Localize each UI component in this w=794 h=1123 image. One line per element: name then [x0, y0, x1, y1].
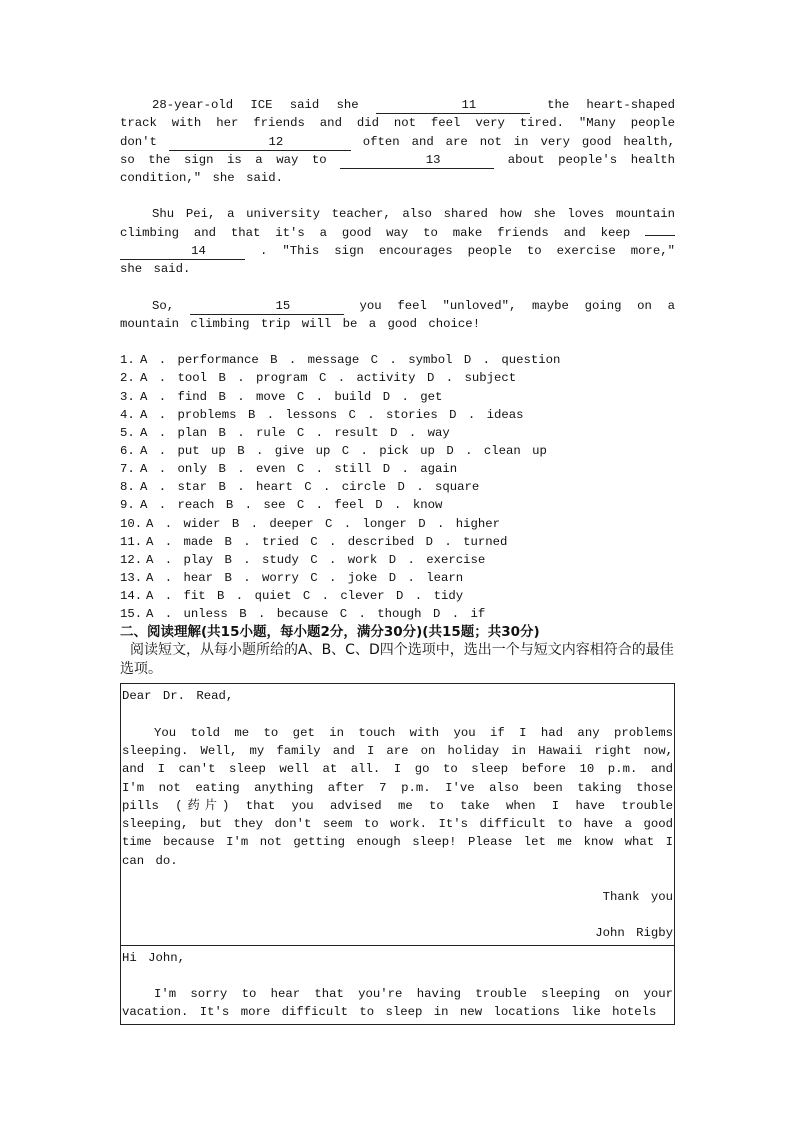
option-c	[328, 605, 421, 623]
option-text: lessons	[285, 407, 338, 422]
option-letter: B .	[207, 425, 256, 440]
letter-body: I'm sorry to hear that you're having trouble sleeping on your vacation. It's more difficult to sleep in new locations like hotels	[122, 986, 673, 1020]
option-d	[377, 569, 463, 587]
option-letter: D .	[415, 371, 465, 386]
option-letter: A .	[140, 407, 178, 422]
option-letter: A .	[146, 552, 184, 567]
option-c	[293, 478, 386, 496]
option-c	[299, 533, 414, 551]
option-row	[120, 424, 675, 442]
option-letter: C .	[330, 443, 380, 458]
option-text: quiet	[254, 589, 292, 604]
option-letter: A .	[140, 498, 178, 513]
option-letter: C .	[298, 534, 348, 549]
option-a	[140, 406, 237, 424]
option-b	[214, 496, 285, 514]
option-text: problems	[177, 407, 237, 422]
answer-blank-11: 11	[376, 98, 530, 114]
option-d	[414, 533, 507, 551]
option-letter: B .	[213, 570, 262, 585]
option-letter: A .	[140, 443, 178, 458]
answer-blank-13: 13	[340, 153, 494, 169]
option-text: again	[420, 462, 458, 477]
option-letter: B .	[205, 589, 255, 604]
option-row	[120, 569, 675, 587]
option-a	[146, 515, 220, 533]
option-text: tried	[261, 534, 299, 549]
option-text: reach	[177, 498, 215, 513]
option-a	[146, 605, 228, 623]
option-text: clever	[340, 589, 385, 604]
option-letter: D .	[377, 552, 427, 567]
option-letter: B .	[213, 552, 262, 567]
option-number: 1.	[120, 353, 135, 368]
option-number: 12.	[120, 552, 143, 567]
cloze-text: you feel "unloved", maybe going on a mountain climbing trip will be a good choice!	[120, 298, 675, 331]
cloze-text: 28-year-old ICE said she	[152, 98, 359, 112]
option-text: worry	[261, 570, 299, 585]
option-number: 2.	[120, 371, 135, 386]
option-letter: A .	[146, 516, 184, 531]
option-letter: C .	[285, 389, 335, 404]
option-letter: D .	[377, 570, 427, 585]
option-letter: D .	[371, 389, 421, 404]
option-text: build	[334, 389, 372, 404]
option-text: joke	[347, 570, 378, 585]
option-d	[407, 515, 500, 533]
option-d	[452, 351, 560, 369]
option-text: tool	[177, 371, 208, 386]
option-letter: B .	[207, 480, 256, 495]
option-b	[206, 587, 292, 605]
option-d	[385, 587, 463, 605]
option-letter: B .	[207, 462, 256, 477]
option-b	[207, 388, 285, 406]
option-number: 4.	[120, 407, 135, 422]
option-d	[379, 424, 450, 442]
option-text: because	[276, 607, 329, 622]
option-row	[120, 369, 675, 387]
option-letter: B .	[227, 607, 277, 622]
option-text: see	[263, 498, 286, 513]
answer-blank-14: 14	[120, 244, 245, 260]
option-number: 8.	[120, 480, 135, 495]
option-text: tidy	[433, 589, 464, 604]
option-letter: C .	[313, 516, 363, 531]
option-number: 15.	[120, 607, 143, 622]
option-c	[299, 569, 377, 587]
options-list	[120, 351, 675, 623]
option-text: deeper	[269, 516, 314, 531]
option-row	[120, 496, 675, 514]
option-row	[120, 515, 675, 533]
letter-greeting: Hi John,	[122, 950, 186, 965]
option-b	[213, 551, 299, 569]
option-text: even	[255, 462, 286, 477]
option-letter: C .	[298, 552, 348, 567]
option-letter: C .	[328, 607, 378, 622]
letter-greeting: Dear Dr. Read,	[122, 689, 234, 704]
option-c	[299, 551, 377, 569]
option-a	[140, 351, 259, 369]
option-d	[371, 388, 442, 406]
option-text: star	[177, 480, 208, 495]
option-d	[386, 478, 479, 496]
option-text: rule	[255, 425, 286, 440]
option-text: longer	[362, 516, 407, 531]
option-d	[435, 442, 547, 460]
option-a	[140, 442, 226, 460]
option-letter: D .	[371, 462, 421, 477]
option-letter: A .	[140, 425, 178, 440]
option-text: made	[183, 534, 214, 549]
option-b	[220, 515, 313, 533]
option-text: put up	[177, 443, 226, 458]
option-a	[140, 496, 214, 514]
option-c	[285, 496, 363, 514]
option-letter: B .	[220, 516, 270, 531]
option-text: find	[177, 389, 208, 404]
cloze-text: . "This sign encourages people to exercise more," she said.	[120, 244, 675, 277]
option-row	[120, 551, 675, 569]
option-a	[146, 533, 213, 551]
option-text: fit	[183, 589, 206, 604]
option-row	[120, 533, 675, 551]
option-c	[286, 424, 379, 442]
option-b	[259, 351, 360, 369]
option-text: subject	[464, 371, 517, 386]
option-text: activity	[356, 371, 416, 386]
option-letter: A .	[140, 371, 178, 386]
option-letter: D .	[384, 589, 434, 604]
option-row	[120, 587, 675, 605]
option-text: feel	[334, 498, 364, 513]
option-text: work	[347, 552, 378, 567]
option-letter: D .	[386, 480, 435, 495]
option-letter: A .	[140, 353, 178, 368]
cloze-paragraph-1	[120, 96, 675, 187]
option-text: circle	[341, 480, 387, 495]
option-letter: A .	[140, 480, 178, 495]
option-text: if	[470, 607, 486, 622]
option-letter: C .	[359, 353, 409, 368]
letter-2	[121, 946, 674, 1024]
option-letter: D .	[414, 534, 464, 549]
option-letter: B .	[214, 498, 264, 513]
cloze-text: So,	[152, 298, 175, 313]
option-letter: B .	[207, 389, 256, 404]
option-letter: C .	[285, 462, 335, 477]
cloze-paragraph-3	[120, 297, 675, 334]
option-text: study	[261, 552, 299, 567]
option-letter: D .	[406, 516, 456, 531]
option-a	[146, 569, 213, 587]
option-row	[120, 406, 675, 424]
option-row	[120, 460, 675, 478]
option-letter: A .	[140, 389, 178, 404]
letter-body: You told me to get in touch with you if I had any problems sleeping. Well, my family and I are on holiday in Hawaii right now, and I can't sleep well at all. I go to sleep before 10 p.m. and I'm not eating anything after 7 p.m. I've also been taking those pills (药片) that you advised me to take when I have trouble sleeping, but they don't seem to work. It's difficult to have a good time because I'm not getting enough sleep! Please let me know what I can do.	[122, 725, 673, 868]
option-letter: C .	[337, 407, 387, 422]
option-c	[359, 351, 452, 369]
option-text: way	[427, 425, 450, 440]
option-letter: A .	[146, 589, 184, 604]
option-letter: C .	[291, 589, 341, 604]
option-text: get	[420, 389, 443, 404]
option-text: unless	[183, 607, 228, 622]
option-row	[120, 351, 675, 369]
option-d	[422, 605, 486, 623]
option-text: turned	[463, 534, 508, 549]
option-letter: B .	[225, 443, 275, 458]
option-b	[228, 605, 329, 623]
option-text: square	[434, 480, 480, 495]
option-a	[140, 478, 207, 496]
option-letter: B .	[207, 371, 256, 386]
option-row	[120, 605, 675, 623]
option-d	[438, 406, 524, 424]
answer-blank-14-start	[645, 235, 675, 236]
option-letter: C .	[292, 480, 342, 495]
option-letter: D .	[434, 443, 484, 458]
option-text: result	[334, 425, 379, 440]
option-b	[237, 406, 338, 424]
option-c	[314, 515, 407, 533]
option-number: 5.	[120, 425, 135, 440]
option-a	[140, 424, 207, 442]
option-text: move	[255, 389, 286, 404]
option-number: 7.	[120, 462, 135, 477]
option-letter: C .	[285, 498, 335, 513]
option-text: only	[177, 462, 208, 477]
option-text: hear	[183, 570, 214, 585]
option-d	[377, 551, 485, 569]
option-b	[207, 478, 293, 496]
option-row	[120, 442, 675, 460]
option-text: symbol	[408, 353, 453, 368]
option-letter: B .	[213, 534, 262, 549]
option-text: heart	[255, 480, 293, 495]
option-letter: C .	[298, 570, 348, 585]
option-letter: D .	[378, 425, 428, 440]
option-c	[308, 369, 416, 387]
cloze-text: about people's health condition," she said.	[120, 152, 675, 186]
option-text: ideas	[486, 407, 524, 422]
option-letter: B .	[258, 353, 308, 368]
cloze-text: often and are not in very good health, so the sign is a way to	[120, 134, 675, 167]
letter-signature: John Rigby	[595, 926, 673, 941]
option-number: 14.	[120, 589, 143, 604]
option-a	[146, 587, 206, 605]
option-text: question	[501, 353, 561, 368]
document-page	[120, 96, 675, 1025]
cloze-text: Shu Pei, a university teacher, also shared how she loves mountain climbing and that it's a good way to make friends and keep	[120, 207, 675, 240]
option-a	[140, 369, 207, 387]
option-text: though	[377, 607, 422, 622]
option-text: play	[183, 552, 214, 567]
option-b	[207, 424, 285, 442]
option-d	[371, 460, 457, 478]
option-letter: A .	[140, 462, 178, 477]
option-text: performance	[177, 353, 259, 368]
option-letter: D .	[421, 607, 471, 622]
option-text: exercise	[426, 552, 486, 567]
option-text: higher	[455, 516, 500, 531]
option-letter: D .	[363, 498, 413, 513]
option-d	[364, 496, 442, 514]
option-letter: D .	[437, 407, 487, 422]
option-c	[286, 388, 372, 406]
option-letter: D .	[452, 353, 502, 368]
option-row	[120, 478, 675, 496]
option-letter: C .	[285, 425, 335, 440]
option-a	[146, 551, 213, 569]
option-letter: A .	[146, 607, 184, 622]
option-b	[207, 369, 308, 387]
option-text: clean up	[483, 443, 547, 458]
option-b	[207, 460, 285, 478]
instructions: 阅读短文，从每小题所给的A、B、C、D四个选项中，选出一个与短文内容相符合的最佳选项。	[120, 642, 674, 678]
letter-1	[121, 684, 674, 944]
option-a	[140, 460, 207, 478]
option-letter: A .	[146, 534, 184, 549]
option-text: described	[347, 534, 415, 549]
option-text: plan	[177, 425, 208, 440]
option-text: know	[412, 498, 443, 513]
option-number: 9.	[120, 498, 135, 513]
option-text: program	[255, 371, 308, 386]
option-text: still	[334, 462, 372, 477]
option-c	[337, 406, 438, 424]
option-c	[286, 460, 372, 478]
section-title: 二、阅读理解(共15小题，每小题2分，满分30分)(共15题；共30分)	[120, 624, 540, 641]
option-text: message	[307, 353, 360, 368]
option-number: 11.	[120, 534, 143, 549]
option-c	[330, 442, 435, 460]
letters-box	[120, 683, 675, 1024]
option-number: 10.	[120, 516, 143, 531]
option-text: stories	[386, 407, 438, 422]
option-b	[213, 533, 299, 551]
option-a	[140, 388, 207, 406]
option-c	[291, 587, 384, 605]
option-d	[416, 369, 517, 387]
option-text: pick up	[379, 443, 435, 458]
option-letter: A .	[146, 570, 184, 585]
answer-blank-15: 15	[190, 299, 344, 315]
cloze-text: the heart-shaped track with her friends and did not feel very tired. "Many people don't	[120, 98, 675, 149]
option-text: wider	[183, 516, 221, 531]
option-text: learn	[426, 570, 464, 585]
option-text: give up	[274, 443, 331, 458]
answer-blank-12: 12	[169, 135, 351, 151]
option-number: 6.	[120, 443, 135, 458]
option-number: 13.	[120, 570, 143, 585]
option-row	[120, 388, 675, 406]
option-letter: C .	[307, 371, 357, 386]
cloze-paragraph-2	[120, 205, 675, 278]
option-number: 3.	[120, 389, 135, 404]
option-b	[213, 569, 299, 587]
option-letter: B .	[236, 407, 286, 422]
letter-closing: Thank you	[602, 890, 673, 905]
option-b	[226, 442, 331, 460]
